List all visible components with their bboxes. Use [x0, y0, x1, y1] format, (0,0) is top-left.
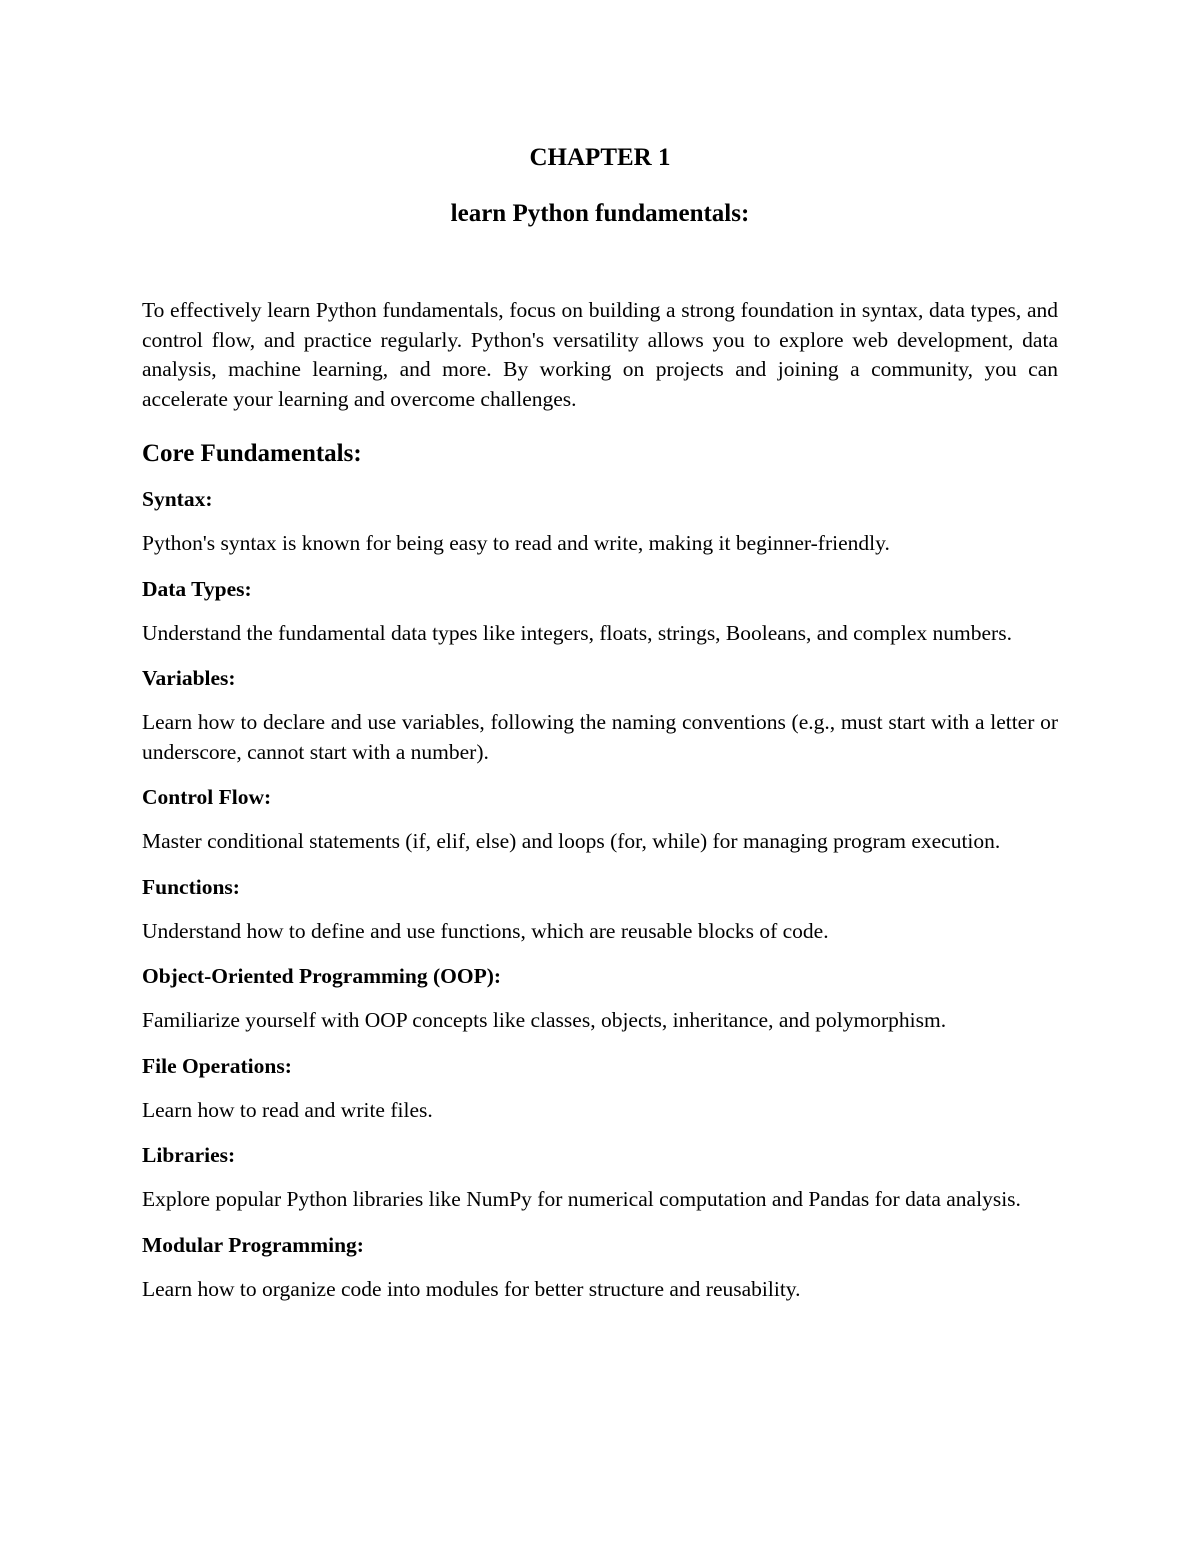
topic-heading: Functions:	[142, 874, 240, 899]
topic-variables	[142, 663, 1058, 767]
document-title: learn Python fundamentals:	[450, 200, 750, 227]
topic-heading: Object-Oriented Programming (OOP):	[142, 964, 502, 988]
topic-body: Learn how to declare and use variables, following the naming conventions (e.g., must start with a letter or underscore, cannot start with a number).	[142, 710, 1058, 764]
topic-heading: File Operations:	[142, 1053, 292, 1078]
topic-body: Familiarize yourself with OOP concepts like classes, objects, inheritance, and polymorphism.	[142, 1008, 947, 1032]
intro-paragraph: To effectively learn Python fundamentals, focus on building a strong foundation in syntax, data types, and control flow, and practice regularly. Python's versatility allows you to explore web development, data analysis, machine learning, and more. By working on projects and joining a community, you can accelerate your learning and overcome challenges.	[142, 298, 1058, 411]
topic-body: Understand how to define and use functions, which are reusable blocks of code.	[142, 918, 829, 943]
topic-body: Python's syntax is known for being easy to read and write, making it beginner-friendly.	[142, 531, 890, 555]
section-heading: Core Fundamentals:	[142, 440, 362, 467]
topic-modular-programming	[142, 1230, 1058, 1305]
topic-data-types	[142, 574, 1058, 649]
topic-body: Explore popular Python libraries like NumPy for numerical computation and Pandas for data analysis.	[142, 1187, 1021, 1211]
topic-body: Understand the fundamental data types like integers, floats, strings, Booleans, and complex numbers.	[142, 620, 1012, 645]
chapter-title: CHAPTER 1	[529, 144, 671, 171]
topic-body: Learn how to organize code into modules for better structure and reusability.	[142, 1276, 801, 1301]
topic-body: Learn how to read and write files.	[142, 1097, 433, 1122]
topic-heading: Libraries:	[142, 1143, 236, 1167]
topic-syntax	[142, 484, 1058, 559]
topic-heading: Syntax:	[142, 487, 213, 511]
topic-libraries	[142, 1140, 1058, 1215]
topic-heading: Data Types:	[142, 576, 252, 601]
topic-file-operations	[142, 1051, 1058, 1126]
topic-heading: Modular Programming:	[142, 1232, 364, 1257]
topic-heading: Control Flow:	[142, 785, 272, 809]
topic-body: Master conditional statements (if, elif, else) and loops (for, while) for managing program execution.	[142, 829, 1001, 853]
topic-oop	[142, 961, 1058, 1036]
topic-functions	[142, 872, 1058, 947]
topic-heading: Variables:	[142, 666, 236, 690]
topic-control-flow	[142, 782, 1058, 857]
